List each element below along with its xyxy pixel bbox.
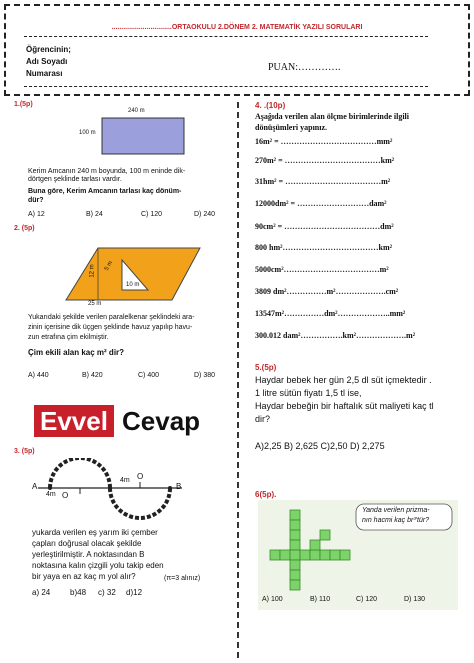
- q2-label-12m: 12 m: [89, 264, 96, 278]
- q3-label-2: 4m: [120, 477, 130, 484]
- q3-text-5: bir yaya en az kaç m yol alır?: [32, 572, 136, 581]
- q2-option-d[interactable]: D) 380: [194, 372, 216, 379]
- q1-question-2: dür?: [28, 197, 44, 204]
- q1-number: 1.(5p): [14, 101, 33, 108]
- q4-row-7[interactable]: 5000cm²………………………………m²: [255, 265, 389, 274]
- q1-option-b[interactable]: B) 24: [86, 211, 103, 218]
- q6-option-d[interactable]: D) 130: [404, 596, 426, 603]
- q4-row-10[interactable]: 300.012 dam²…………….km²……………….m²: [255, 331, 416, 340]
- q4-number: 4. .(10p): [255, 101, 286, 110]
- q2-text-3: zun etrafına çim ekilmiştir.: [28, 334, 109, 341]
- q1-option-c[interactable]: C) 120: [141, 211, 163, 218]
- logo-evvel: Evvel: [34, 405, 114, 437]
- q2-label-5m: 5 m: [103, 260, 115, 272]
- q6-option-b[interactable]: B) 110: [310, 596, 331, 603]
- q4-row-3[interactable]: 31hm² = ………………………………m²: [255, 177, 391, 186]
- q6-option-a[interactable]: A) 100: [262, 596, 283, 603]
- q2-option-b[interactable]: B) 420: [82, 372, 103, 379]
- q4-row-1[interactable]: 16m² = ………………………………mm²: [255, 137, 393, 146]
- q1-question-1: Buna göre, Kerim Amcanın tarlası kaç dönüm-: [28, 188, 182, 195]
- q3-option-a[interactable]: a) 24: [32, 588, 51, 597]
- name-label: Adı Soyadı: [26, 57, 68, 66]
- q2-text-2: zinin içerisine dik üçgen şeklinde havuz yapılıp havu-: [28, 324, 193, 331]
- q5-text-3: Haydar bebeğin bir haftalık süt maliyeti kaç tl: [255, 401, 434, 411]
- q2-option-c[interactable]: C) 400: [138, 372, 160, 379]
- q4-row-8[interactable]: 3809 dm²……………m²……………….cm²: [255, 287, 399, 296]
- exam-title: ...............................ORTAOKULU 2.DÖNEM 2. MATEMATİK YAZILI SORULARI: [111, 24, 363, 31]
- q1-text-1: Kerim Amcanın 240 m boyunda, 100 m eninde dik-: [28, 168, 186, 175]
- logo-cevap: Cevap: [122, 406, 201, 436]
- q3-option-b[interactable]: b)48: [70, 588, 87, 597]
- q5-text-2: 1 litre sütün fiyatı 1,5 tl ise,: [255, 388, 362, 398]
- q6-bubble-1: Yanda verilen prizma-: [362, 507, 430, 514]
- q3-pi-note: (π=3 alınız): [164, 575, 201, 582]
- q5-text-4: dir?: [255, 414, 271, 424]
- q6-bubble-2: nın hacmi kaç br³'tür?: [362, 517, 430, 524]
- q4-row-4[interactable]: 12000dm² = ………………………dam²: [255, 199, 387, 208]
- number-label: Numarası: [26, 69, 63, 78]
- header-bottom-line: [24, 86, 428, 87]
- q1-text-2: dörtgen şeklinde tarlası vardır.: [28, 176, 122, 183]
- q6-number: 6(5p).: [255, 490, 277, 499]
- q1-width-label: 240 m: [128, 108, 145, 114]
- q3-option-d[interactable]: d)12: [126, 588, 143, 597]
- q1-height-label: 100 m: [79, 130, 96, 136]
- q1-option-d[interactable]: D) 240: [194, 211, 216, 218]
- q2-text-1: Yukarıdaki şekilde verilen paralelkenar şeklindeki ara-: [28, 314, 195, 321]
- q1-option-a[interactable]: A) 12: [28, 211, 45, 218]
- q5-options[interactable]: A)2,25 B) 2,625 C)2,50 D) 2,275: [255, 441, 385, 451]
- student-label: Öğrencinin;: [26, 45, 71, 54]
- q2-number: 2. (5p): [14, 225, 35, 232]
- column-divider: [237, 102, 239, 658]
- q2-label-10m: 10 m: [126, 282, 140, 288]
- q3-point-b: B: [176, 482, 182, 491]
- q2-parallelogram-figure: [60, 238, 220, 310]
- q4-row-6[interactable]: 800 hm²………………………………km²: [255, 243, 393, 252]
- q3-text-3: yerleştirilmiştir. A noktasından B: [32, 550, 145, 559]
- q2-option-a[interactable]: A) 440: [28, 372, 49, 379]
- header-divider: [24, 36, 428, 37]
- q3-center-2: O: [137, 472, 144, 481]
- q3-text-2: çapları doğrusal olacak şekilde: [32, 539, 142, 548]
- q3-text-4: noktasına kalın çizgili yolu takip eden: [32, 561, 164, 570]
- q4-instruction-2: dönüşümleri yapınız.: [255, 123, 328, 132]
- q3-number: 3. (5p): [14, 448, 35, 455]
- q3-text-1: yukarda verilen eş yarım iki çember: [32, 528, 158, 537]
- q3-point-a: A: [32, 482, 38, 491]
- q4-row-9[interactable]: 13547m²……………dm²………………..mm²: [255, 309, 406, 318]
- q4-instruction-1: Aşağıda verilen alan ölçme birimlerinde ilgili: [255, 112, 409, 121]
- q6-option-c[interactable]: C) 120: [356, 596, 378, 603]
- q5-number: 5.(5p): [255, 363, 277, 372]
- score-label: PUAN:………….: [268, 62, 341, 73]
- q3-center-1: O: [62, 491, 69, 500]
- q3-option-c[interactable]: c) 32: [98, 588, 116, 597]
- q5-text-1: Haydar bebek her gün 2,5 dl süt içmektedir .: [255, 375, 432, 385]
- q4-row-2[interactable]: 270m² = ………………………………km²: [255, 156, 395, 165]
- header-box: [4, 4, 470, 96]
- q4-row-5[interactable]: 90cm² = ………………………………dm²: [255, 222, 394, 231]
- q3-label-1: 4m: [46, 491, 56, 498]
- q3-semicircles-figure: [30, 458, 190, 520]
- q2-label-25m: 25 m: [88, 301, 102, 307]
- q2-question: Çim ekili alan kaç m² dir?: [28, 348, 125, 357]
